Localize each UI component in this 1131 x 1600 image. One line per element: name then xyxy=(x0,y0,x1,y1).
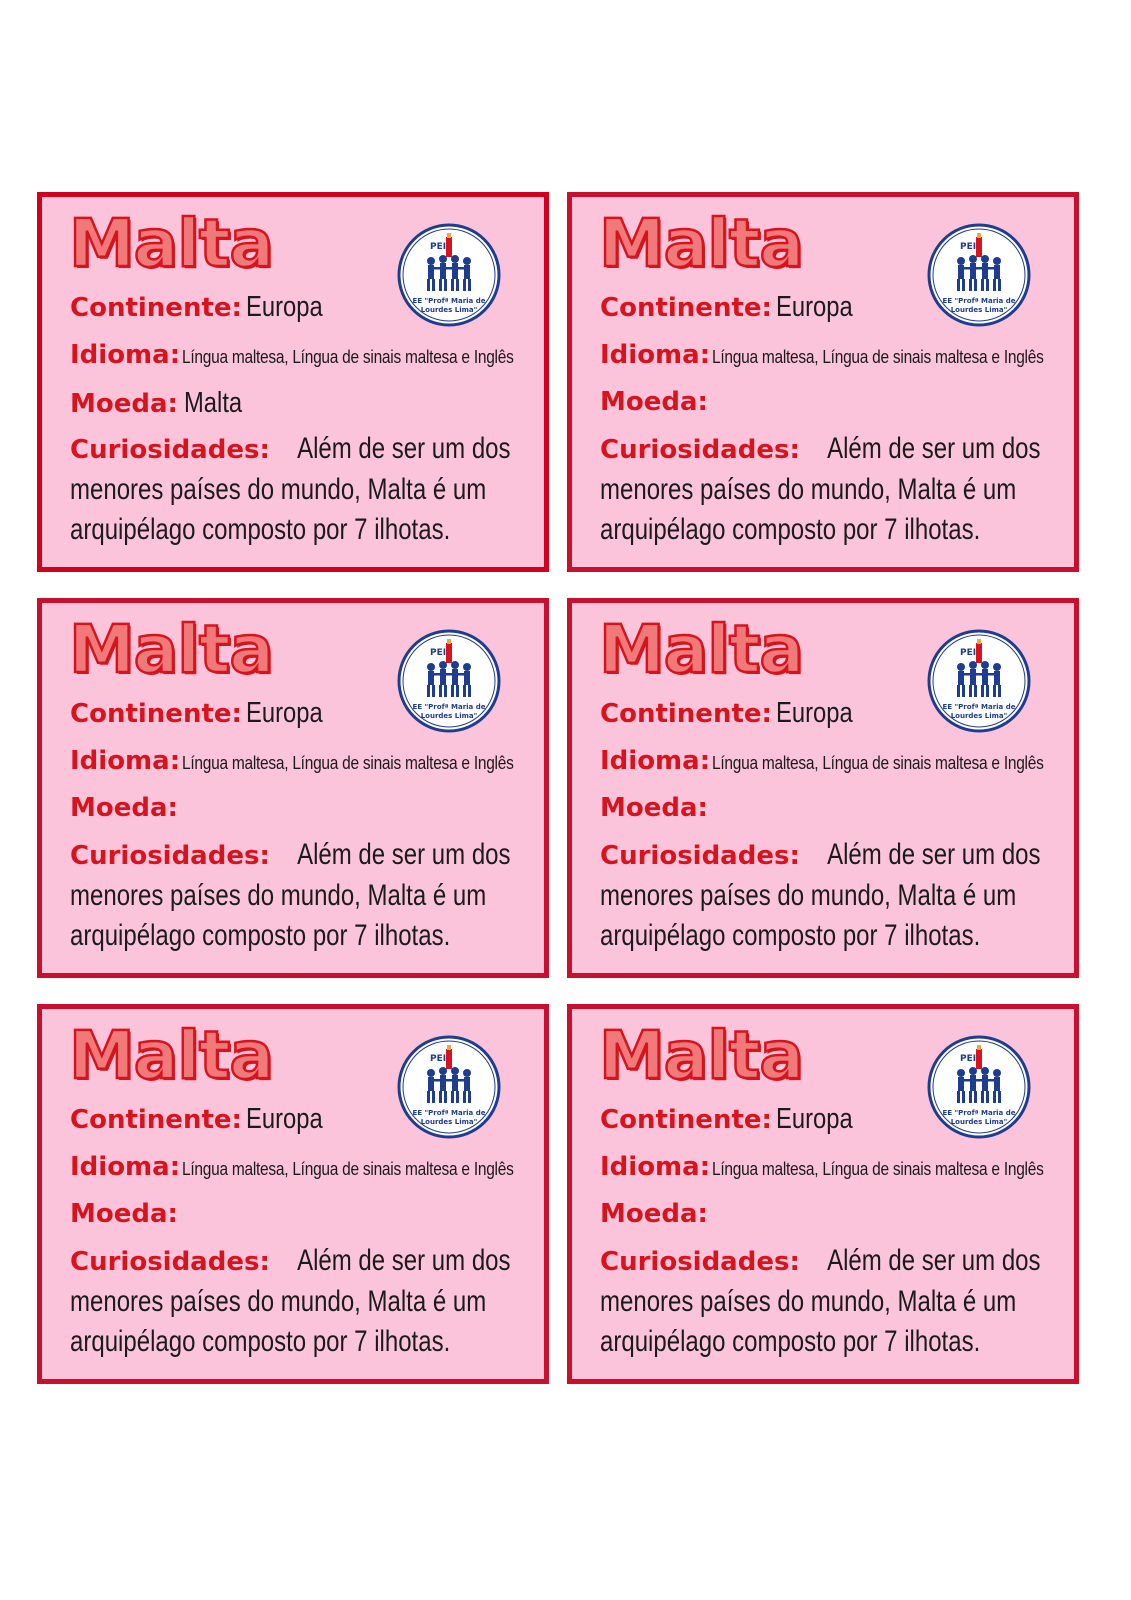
card-title: Malta xyxy=(69,611,273,688)
currency-label: Moeda: xyxy=(600,387,708,417)
language-value: Língua maltesa, Língua de sinais maltesa e Inglês xyxy=(182,753,514,773)
country-card xyxy=(567,1004,1079,1384)
currency-label: Moeda: xyxy=(70,389,178,419)
language-value: Língua maltesa, Língua de sinais maltesa e Inglês xyxy=(182,347,514,367)
continent-label: Continente: xyxy=(600,699,772,729)
currency-row xyxy=(70,1199,184,1229)
continent-label: Continente: xyxy=(600,1105,772,1135)
curiosities-row xyxy=(70,429,540,550)
curiosities-value: Além de ser um dos menores países do mundo, Malta é um arquipélago composto por 7 ilhotas. xyxy=(600,432,1041,546)
logo-bottom-text-1: EE "Profª Maria de xyxy=(942,703,1016,711)
language-row xyxy=(70,746,568,776)
continent-value: Europa xyxy=(775,291,853,323)
curiosities-label: Curiosidades: xyxy=(70,841,270,871)
logo-bottom-text-1: EE "Profª Maria de xyxy=(942,1109,1016,1117)
continent-value: Europa xyxy=(245,697,323,729)
continent-row xyxy=(70,1103,339,1136)
card-title: Malta xyxy=(599,205,803,282)
country-card xyxy=(37,1004,549,1384)
logo-bottom-text-1: EE "Profª Maria de xyxy=(412,703,486,711)
language-value: Língua maltesa, Língua de sinais maltesa e Inglês xyxy=(182,1159,514,1179)
language-row xyxy=(600,746,1098,776)
logo-top-text: PEI xyxy=(430,648,447,658)
continent-label: Continente: xyxy=(70,293,242,323)
curiosities-label: Curiosidades: xyxy=(600,435,800,465)
logo-bottom-text-1: EE "Profª Maria de xyxy=(942,297,1016,305)
logo-top-text: PEI xyxy=(960,1054,977,1064)
curiosities-value: Além de ser um dos menores países do mundo, Malta é um arquipélago composto por 7 ilhotas. xyxy=(70,838,511,952)
continent-row xyxy=(70,291,339,324)
currency-row xyxy=(600,793,714,823)
curiosities-row xyxy=(600,429,1070,550)
currency-label: Moeda: xyxy=(70,793,178,823)
curiosities-value: Além de ser um dos menores países do mundo, Malta é um arquipélago composto por 7 ilhotas. xyxy=(600,838,1041,952)
curiosities-label: Curiosidades: xyxy=(600,1247,800,1277)
school-logo xyxy=(397,1035,501,1139)
curiosities-value: Além de ser um dos menores países do mundo, Malta é um arquipélago composto por 7 ilhotas. xyxy=(70,1244,511,1358)
currency-row xyxy=(600,1199,714,1229)
currency-label: Moeda: xyxy=(70,1199,178,1229)
language-value: Língua maltesa, Língua de sinais maltesa e Inglês xyxy=(712,1159,1044,1179)
continent-row xyxy=(70,697,339,730)
country-card xyxy=(567,192,1079,572)
language-row xyxy=(600,1152,1098,1182)
card-title: Malta xyxy=(599,611,803,688)
curiosities-row xyxy=(600,1241,1070,1362)
continent-value: Europa xyxy=(775,697,853,729)
language-row xyxy=(600,340,1098,370)
continent-row xyxy=(600,291,869,324)
continent-value: Europa xyxy=(775,1103,853,1135)
continent-row xyxy=(600,697,869,730)
school-logo xyxy=(927,1035,1031,1139)
country-card xyxy=(567,598,1079,978)
card-title: Malta xyxy=(69,205,273,282)
currency-label: Moeda: xyxy=(600,1199,708,1229)
continent-label: Continente: xyxy=(70,699,242,729)
continent-label: Continente: xyxy=(70,1105,242,1135)
language-row xyxy=(70,1152,568,1182)
logo-bottom-text-1: EE "Profª Maria de xyxy=(412,297,486,305)
logo-bottom-text-2: Lourdes Lima" xyxy=(950,306,1008,314)
continent-value: Europa xyxy=(245,1103,323,1135)
school-logo xyxy=(927,223,1031,327)
logo-top-text: PEI xyxy=(960,242,977,252)
curiosities-value: Além de ser um dos menores países do mundo, Malta é um arquipélago composto por 7 ilhotas. xyxy=(70,432,511,546)
language-label: Idioma: xyxy=(600,746,711,776)
continent-row xyxy=(600,1103,869,1136)
language-value: Língua maltesa, Língua de sinais maltesa e Inglês xyxy=(712,753,1044,773)
curiosities-label: Curiosidades: xyxy=(600,841,800,871)
curiosities-label: Curiosidades: xyxy=(70,435,270,465)
logo-bottom-text-2: Lourdes Lima" xyxy=(420,306,478,314)
logo-top-text: PEI xyxy=(430,242,447,252)
continent-label: Continente: xyxy=(600,293,772,323)
country-card xyxy=(37,192,549,572)
currency-value: Malta xyxy=(183,387,243,419)
language-row xyxy=(70,340,568,370)
curiosities-value: Além de ser um dos menores países do mundo, Malta é um arquipélago composto por 7 ilhotas. xyxy=(600,1244,1041,1358)
curiosities-row xyxy=(70,1241,540,1362)
country-card xyxy=(37,598,549,978)
logo-bottom-text-1: EE "Profª Maria de xyxy=(412,1109,486,1117)
language-value: Língua maltesa, Língua de sinais maltesa e Inglês xyxy=(712,347,1044,367)
logo-bottom-text-2: Lourdes Lima" xyxy=(950,712,1008,720)
language-label: Idioma: xyxy=(600,340,711,370)
currency-row xyxy=(70,793,184,823)
logo-top-text: PEI xyxy=(430,1054,447,1064)
currency-label: Moeda: xyxy=(600,793,708,823)
language-label: Idioma: xyxy=(70,746,181,776)
curiosities-label: Curiosidades: xyxy=(70,1247,270,1277)
currency-row xyxy=(600,387,714,417)
language-label: Idioma: xyxy=(600,1152,711,1182)
curiosities-row xyxy=(70,835,540,956)
language-label: Idioma: xyxy=(70,340,181,370)
logo-top-text: PEI xyxy=(960,648,977,658)
school-logo xyxy=(927,629,1031,733)
curiosities-row xyxy=(600,835,1070,956)
continent-value: Europa xyxy=(245,291,323,323)
language-label: Idioma: xyxy=(70,1152,181,1182)
currency-row xyxy=(70,387,255,420)
logo-bottom-text-2: Lourdes Lima" xyxy=(950,1118,1008,1126)
school-logo xyxy=(397,223,501,327)
card-title: Malta xyxy=(69,1017,273,1094)
logo-bottom-text-2: Lourdes Lima" xyxy=(420,712,478,720)
card-title: Malta xyxy=(599,1017,803,1094)
logo-bottom-text-2: Lourdes Lima" xyxy=(420,1118,478,1126)
school-logo xyxy=(397,629,501,733)
